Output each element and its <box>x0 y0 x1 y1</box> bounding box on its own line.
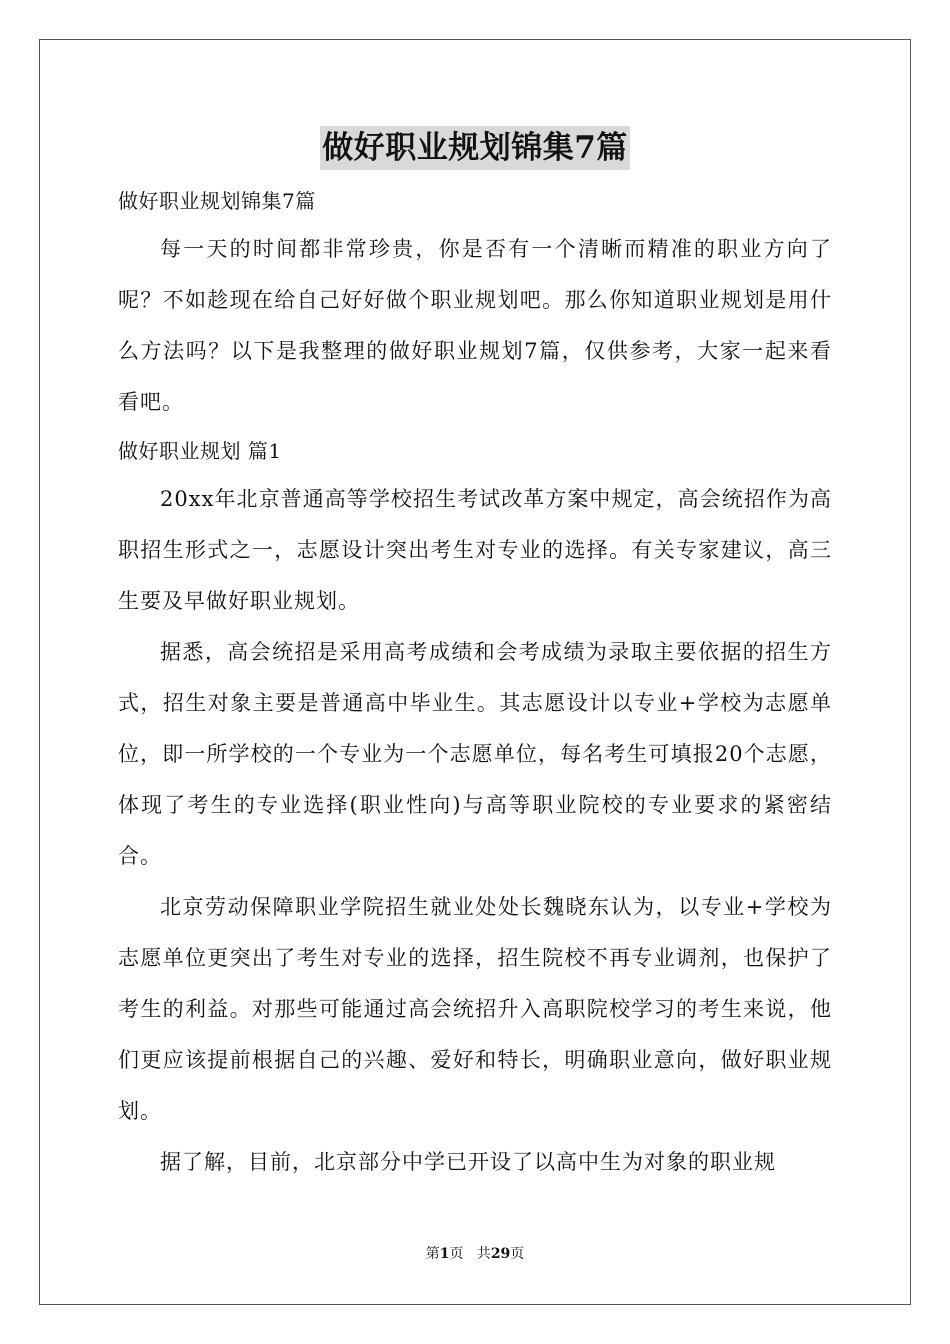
body-paragraph: 据了解，目前，北京部分中学已开设了以高中生为对象的职业规 <box>160 1150 776 1174</box>
current-page-number: 1 <box>439 1246 450 1262</box>
section-heading: 做好职业规划 篇1 <box>118 439 282 463</box>
body-paragraph: 据悉，高会统招是采用高考成绩和会考成绩为录取主要依据的招生方式，招生对象主要是普通高中毕业生。其志愿设计以专业+学校为志愿单位，即一所学校的一个专业为一个志愿单位，每名考生可填报20个志愿，体现了考生的专业选择(职业性向)与高等职业院校的专业要求的紧密结合。 <box>118 640 832 868</box>
intro-paragraph: 每一天的时间都非常珍贵，你是否有一个清晰而精准的职业方向了呢？不如趁现在给自己好好做个职业规划吧。那么你知道职业规划是用什么方法吗？以下是我整理的做好职业规划7篇，仅供参考，大家一起来看看吧。 <box>118 237 832 414</box>
footer-prefix: 第 <box>425 1246 440 1262</box>
footer-suffix: 页 <box>510 1246 525 1262</box>
body-paragraph: 北京劳动保障职业学院招生就业处处长魏晓东认为，以专业+学校为志愿单位更突出了考生对专业的选择，招生院校不再专业调剂，也保护了考生的利益。对那些可能通过高会统招升入高职院校学习的考生来说，他们更应该提前根据自己的兴趣、爱好和特长，明确职业意向，做好职业规划。 <box>118 895 832 1123</box>
document-subtitle: 做好职业规划锦集7篇 <box>118 189 316 213</box>
page-footer <box>0 1244 950 1264</box>
total-page-count: 29 <box>490 1246 511 1262</box>
body-paragraph: 20xx年北京普通高等学校招生考试改革方案中规定，高会统招作为高职招生形式之一，志愿设计突出考生对专业的选择。有关专家建议，高三生要及早做好职业规划。 <box>118 487 832 613</box>
footer-middle: 页 共 <box>449 1246 491 1262</box>
document-body <box>118 178 832 1188</box>
title-container <box>0 126 950 170</box>
document-title: 做好职业规划锦集7篇 <box>320 126 630 170</box>
